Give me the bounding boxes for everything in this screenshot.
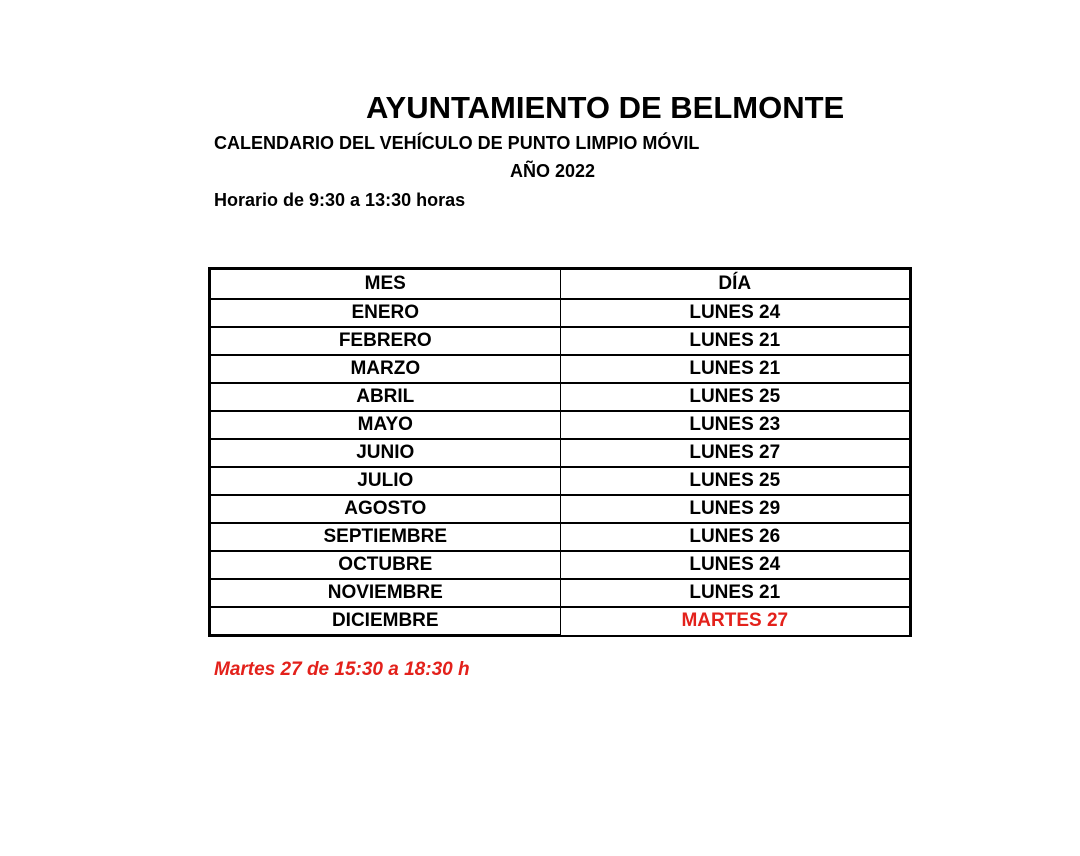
calendar-table xyxy=(208,267,912,637)
page-title: AYUNTAMIENTO DE BELMONTE xyxy=(366,90,845,125)
header-dia: DÍA xyxy=(560,269,910,300)
table-row xyxy=(210,383,911,411)
month-cell: ENERO xyxy=(210,299,561,327)
day-cell: LUNES 25 xyxy=(560,467,910,495)
month-cell: NOVIEMBRE xyxy=(210,579,561,607)
table-header-row xyxy=(210,269,911,300)
month-cell: JULIO xyxy=(210,467,561,495)
table-row xyxy=(210,495,911,523)
day-cell: LUNES 24 xyxy=(560,551,910,579)
table-row xyxy=(210,579,911,607)
month-cell: SEPTIEMBRE xyxy=(210,523,561,551)
day-cell: LUNES 27 xyxy=(560,439,910,467)
month-cell: DICIEMBRE xyxy=(210,607,561,636)
month-cell: FEBRERO xyxy=(210,327,561,355)
header-mes: MES xyxy=(210,269,561,300)
table-row xyxy=(210,411,911,439)
day-cell: LUNES 23 xyxy=(560,411,910,439)
calendar-year: AÑO 2022 xyxy=(510,161,596,181)
day-cell-highlighted: MARTES 27 xyxy=(560,607,910,636)
table-row xyxy=(210,607,911,636)
month-cell: JUNIO xyxy=(210,439,561,467)
day-cell: LUNES 21 xyxy=(560,579,910,607)
table-row xyxy=(210,327,911,355)
day-cell: LUNES 29 xyxy=(560,495,910,523)
day-cell: LUNES 26 xyxy=(560,523,910,551)
day-cell: LUNES 25 xyxy=(560,383,910,411)
table-row xyxy=(210,439,911,467)
footnote: Martes 27 de 15:30 a 18:30 h xyxy=(214,659,470,680)
day-cell: LUNES 21 xyxy=(560,355,910,383)
month-cell: MAYO xyxy=(210,411,561,439)
month-cell: OCTUBRE xyxy=(210,551,561,579)
month-cell: MARZO xyxy=(210,355,561,383)
month-cell: AGOSTO xyxy=(210,495,561,523)
table-row xyxy=(210,551,911,579)
table-row xyxy=(210,523,911,551)
day-cell: LUNES 21 xyxy=(560,327,910,355)
table-row xyxy=(210,355,911,383)
table-row xyxy=(210,467,911,495)
calendar-subtitle: CALENDARIO DEL VEHÍCULO DE PUNTO LIMPIO MÓVIL xyxy=(214,133,700,153)
day-cell: LUNES 24 xyxy=(560,299,910,327)
table-row xyxy=(210,299,911,327)
schedule-hours: Horario de 9:30 a 13:30 horas xyxy=(214,190,466,210)
month-cell: ABRIL xyxy=(210,383,561,411)
